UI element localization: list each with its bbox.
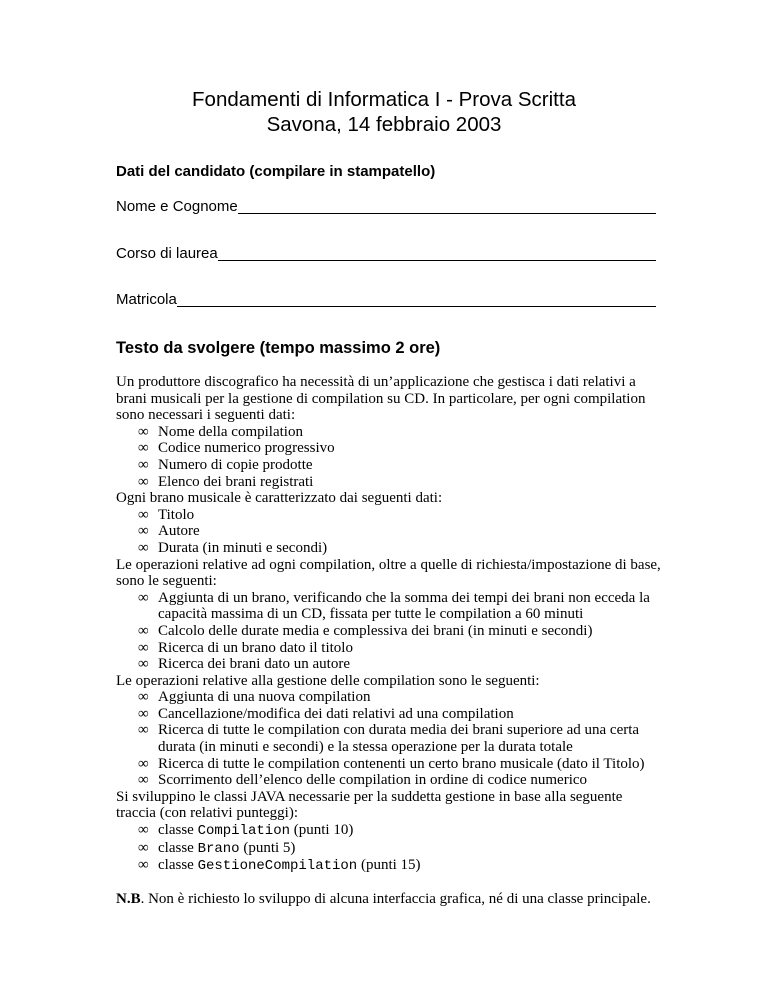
class-name: Brano xyxy=(197,840,240,857)
infinity-bullet-icon: ∞ xyxy=(138,456,149,473)
brano-intro: Ogni brano musicale è caratterizzato dai seguenti dati: xyxy=(116,490,443,507)
list-item: ∞ Ricerca dei brani dato un autore xyxy=(138,656,350,673)
infinity-bullet-icon: ∞ xyxy=(138,822,149,839)
infinity-bullet-icon: ∞ xyxy=(138,622,149,639)
list-item: ∞ Scorrimento dell’elenco delle compilation in ordine di codice numerico xyxy=(138,772,588,789)
list-item: ∞ Cancellazione/modifica dei dati relativi ad una compilation xyxy=(138,705,514,722)
document-title: Fondamenti di Informatica I - Prova Scritta xyxy=(192,88,576,111)
list-item: ∞ Autore xyxy=(138,523,200,540)
list-item: ∞ Ricerca di tutte le compilation contenenti un certo brano musicale (dato il Titolo) xyxy=(138,755,645,772)
compilation-data-list xyxy=(116,424,664,490)
class-name: GestioneCompilation xyxy=(197,858,358,875)
list-item: ∞ classe Compilation (punti 10) xyxy=(138,822,354,840)
infinity-bullet-icon: ∞ xyxy=(138,755,149,772)
infinity-bullet-icon: ∞ xyxy=(138,539,149,556)
list-item: ∞ Aggiunta di un brano, verificando che la somma dei tempi dei brani non ecceda la capacità massima di un CD, fissata per tutte le compilation a 60 minuti xyxy=(138,589,650,623)
name-field-line[interactable] xyxy=(238,200,656,214)
infinity-bullet-icon: ∞ xyxy=(138,772,149,789)
management-ops-list xyxy=(116,689,664,789)
infinity-bullet-icon: ∞ xyxy=(138,589,149,606)
infinity-bullet-icon: ∞ xyxy=(138,839,149,856)
compilation-ops-intro: Le operazioni relative ad ogni compilation, oltre a quelle di richiesta/impostazione di base, sono le seguenti: xyxy=(116,556,661,590)
name-field[interactable] xyxy=(116,198,656,216)
management-ops-intro: Le operazioni relative alla gestione delle compilation sono le seguenti: xyxy=(116,672,540,689)
note-text: . Non è richiesto lo sviluppo di alcuna interfaccia grafica, né di una classe principale. xyxy=(140,891,651,907)
list-item: ∞ Aggiunta di una nuova compilation xyxy=(138,689,371,706)
list-item: ∞ classe Brano (punti 5) xyxy=(138,839,296,857)
classes-list xyxy=(116,822,664,875)
name-field-label: Nome e Cognome xyxy=(116,198,238,215)
infinity-bullet-icon: ∞ xyxy=(138,689,149,706)
student-id-field[interactable] xyxy=(116,291,656,309)
degree-field-label: Corso di laurea xyxy=(116,245,218,262)
task-body xyxy=(116,374,664,875)
task-section-heading: Testo da svolgere (tempo massimo 2 ore) xyxy=(116,339,441,357)
list-item: ∞ Nome della compilation xyxy=(138,423,303,440)
class-name: Compilation xyxy=(197,823,290,840)
degree-field[interactable] xyxy=(116,245,656,263)
infinity-bullet-icon: ∞ xyxy=(138,440,149,457)
infinity-bullet-icon: ∞ xyxy=(138,639,149,656)
list-item: ∞ Calcolo delle durate media e complessiva dei brani (in minuti e secondi) xyxy=(138,622,593,639)
student-id-field-line[interactable] xyxy=(177,293,656,307)
infinity-bullet-icon: ∞ xyxy=(138,506,149,523)
list-item: ∞ Titolo xyxy=(138,506,195,523)
list-item: ∞ Codice numerico progressivo xyxy=(138,440,335,457)
infinity-bullet-icon: ∞ xyxy=(138,857,149,874)
list-item: ∞ Ricerca di un brano dato il titolo xyxy=(138,639,353,656)
list-item: ∞ classe GestioneCompilation (punti 15) xyxy=(138,857,421,875)
document-subtitle: Savona, 14 febbraio 2003 xyxy=(266,113,502,136)
infinity-bullet-icon: ∞ xyxy=(138,705,149,722)
note xyxy=(116,891,676,908)
compilation-ops-list xyxy=(116,590,664,673)
candidate-section-heading: Dati del candidato (compilare in stampatello) xyxy=(116,163,436,180)
classes-intro: Si sviluppino le classi JAVA necessarie per la suddetta gestione in base alla seguente traccia (con relativi punteggi): xyxy=(116,788,623,822)
infinity-bullet-icon: ∞ xyxy=(138,473,149,490)
student-id-field-label: Matricola xyxy=(116,291,177,308)
infinity-bullet-icon: ∞ xyxy=(138,656,149,673)
brano-data-list xyxy=(116,507,664,557)
intro-paragraph: Un produttore discografico ha necessità di un’applicazione che gestisca i dati relativi a brani musicali per la gestione di compilation su CD. In particolare, per ogni compilation sono necessari i seguenti dati: xyxy=(116,374,646,424)
list-item: ∞ Durata (in minuti e secondi) xyxy=(138,539,328,556)
infinity-bullet-icon: ∞ xyxy=(138,423,149,440)
note-label: N.B xyxy=(116,891,141,907)
list-item: ∞ Elenco dei brani registrati xyxy=(138,473,314,490)
infinity-bullet-icon: ∞ xyxy=(138,523,149,540)
list-item: ∞ Numero di copie prodotte xyxy=(138,456,313,473)
degree-field-line[interactable] xyxy=(218,247,656,261)
infinity-bullet-icon: ∞ xyxy=(138,722,149,739)
list-item: ∞ Ricerca di tutte le compilation con durata media dei brani superiore ad una certa durata (in minuti e secondi) e la stessa operazione per la durata totale xyxy=(138,722,640,756)
